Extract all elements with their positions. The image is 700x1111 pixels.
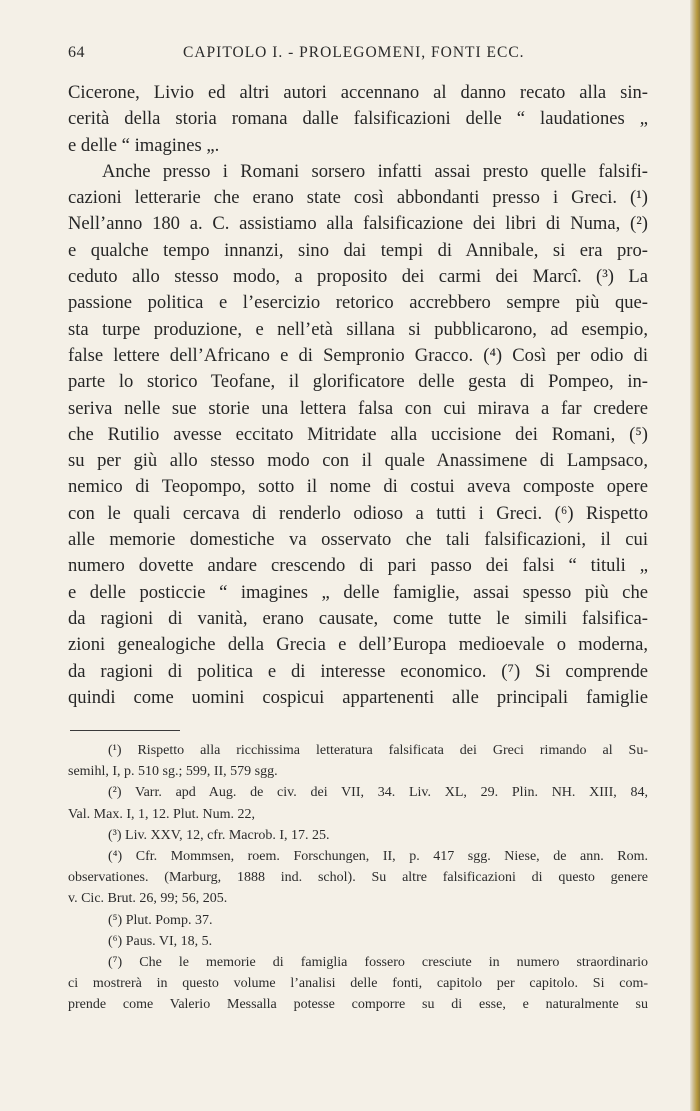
body-line: e delle posticcie “ imagines „ delle famiglie, assai spesso più che <box>68 581 648 603</box>
body-line: cazioni letterarie che erano state così abbondanti presso i Greci. (¹) <box>68 187 648 209</box>
footnote-divider <box>70 730 180 731</box>
body-line: Cicerone, Livio ed altri autori accennano al danno recato alla sin- <box>68 82 648 103</box>
body-line: false lettere dell’Africano e di Sempronio Gracco. (⁴) Così per odio di <box>68 344 648 366</box>
footnote-line: semihl, I, p. 510 sg.; 599, II, 579 sgg. <box>68 764 278 780</box>
page-number: 64 <box>68 44 85 61</box>
footnote-line: (⁶) Paus. VI, 18, 5. <box>108 933 213 949</box>
footnotes <box>68 740 648 1015</box>
footnote-line: Val. Max. I, 1, 12. Plut. Num. 22, <box>68 806 256 822</box>
body-line: su per giù allo stesso modo con il quale Anassimene di Lampsaco, <box>68 450 648 472</box>
body-line: numero dovette andare crescendo di pari passo dei falsi “ tituli „ <box>68 555 648 577</box>
page-header <box>68 44 648 68</box>
body-line: Nell’anno 180 a. C. assistiamo alla falsificazione dei libri di Numa, (²) <box>68 213 648 235</box>
body-line: nemico di Teopompo, sotto il nome di costui aveva composte opere <box>68 476 648 498</box>
body-line: alle memorie domestiche va osservato che tali falsificazioni, il cui <box>68 529 648 551</box>
body-line: e qualche tempo innanzi, sino dai tempi di Annibale, si era pro- <box>68 239 648 261</box>
footnote-line: prende come Valerio Messalla potesse comporre su di esse, e naturalmente su <box>68 997 648 1013</box>
page-edge-binding <box>690 0 700 1111</box>
footnote-line: v. Cic. Brut. 26, 99; 56, 205. <box>68 891 228 907</box>
body-line: con le quali cercava di renderlo odioso a tutti i Greci. (⁶) Rispetto <box>68 502 648 524</box>
body-line: Anche presso i Romani sorsero infatti assai presto quelle falsifi- <box>102 160 648 182</box>
body-line: seriva nelle sue storie una lettera falsa con cui mirava a far credere <box>68 397 648 419</box>
footnote-line: (¹) Rispetto alla ricchissima letteratura falsificata dei Greci rimando al Su- <box>108 743 648 758</box>
body-line: sta turpe produzione, e nell’età sillana si pubblicarono, ad esempio, <box>68 318 648 340</box>
body-line: cerità della storia romana dalle falsificazioni delle “ laudationes „ <box>68 108 648 130</box>
footnote-line: (⁷) Che le memorie di famiglia fossero cresciute in numero straordinario <box>108 954 648 970</box>
body-line: che Rutilio avesse eccitato Mitridate alla uccisione dei Romani, (⁵) <box>68 423 648 445</box>
body-line: e delle “ imagines „. <box>68 134 220 156</box>
body-line: da ragioni di politica e di interesse economico. (⁷) Si comprende <box>68 660 648 682</box>
running-title: CAPITOLO I. - PROLEGOMENI, FONTI ECC. <box>183 44 525 61</box>
body-line: ceduto allo stesso modo, a proposito dei carmi dei Marcî. (³) La <box>68 266 648 288</box>
footnote-line: (⁴) Cfr. Mommsen, roem. Forschungen, II, p. 417 sgg. Niese, de ann. Rom. <box>108 848 648 864</box>
footnote-line: (³) Liv. XXV, 12, cfr. Macrob. I, 17. 25. <box>108 827 330 843</box>
body-line: da ragioni di vanità, erano causate, come tutte le simili falsifica- <box>68 607 648 629</box>
body-line: zioni genealogiche della Grecia e dell’Europa medioevale o moderna, <box>68 634 648 656</box>
footnote-line: ci mostrerà in questo volume l’analisi delle fonti, capitolo per capitolo. Si com- <box>68 976 648 992</box>
footnote-line: (²) Varr. apd Aug. de civ. dei VII, 34. Liv. XL, 29. Plin. NH. XIII, 84, <box>108 785 648 801</box>
body-line: parte lo storico Teofane, il glorificatore delle gesta di Pompeo, in- <box>68 371 648 393</box>
body-line: passione politica e l’esercizio retorico accrebbero sempre più que- <box>68 292 648 314</box>
footnote-line: observationes. (Marburg, 1888 ind. schol). Su altre falsificazioni di questo genere <box>68 870 648 886</box>
body-text <box>68 80 648 711</box>
body-line: quindi come uomini cospicui appartenenti alle principali famiglie <box>68 686 648 708</box>
footnote-line: (⁵) Plut. Pomp. 37. <box>108 912 213 928</box>
